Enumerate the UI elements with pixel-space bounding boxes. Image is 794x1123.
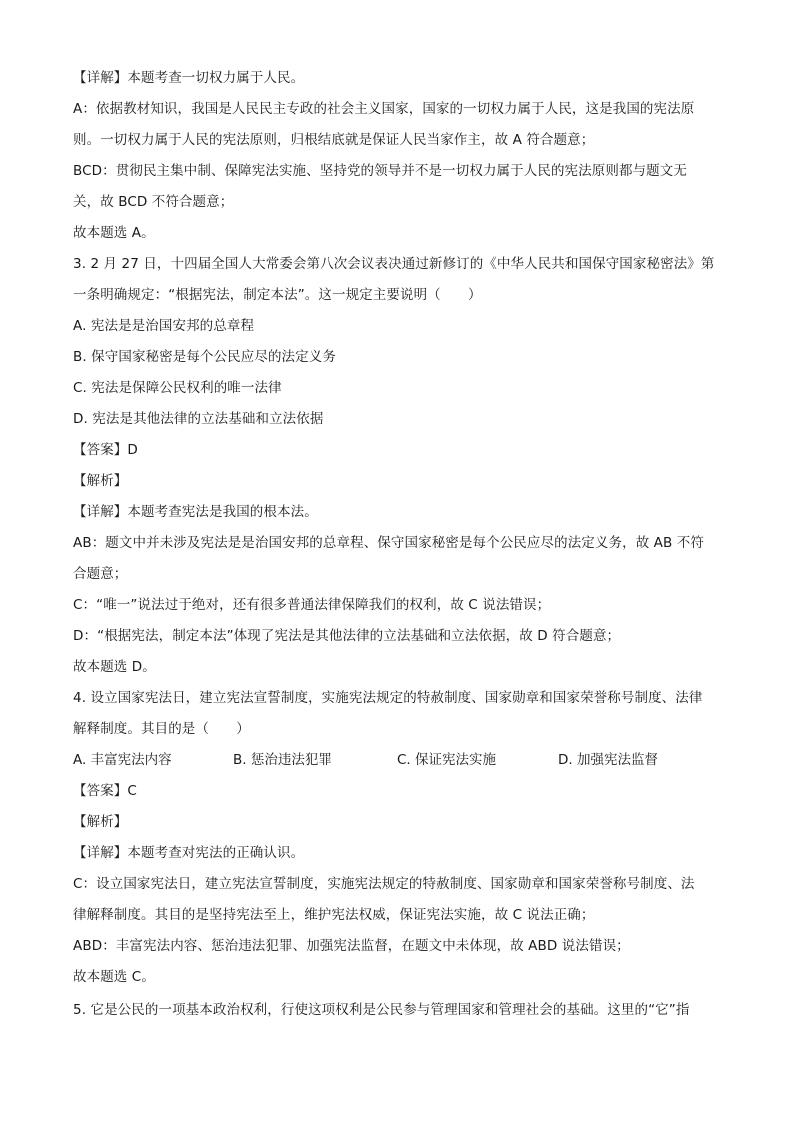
text-line: 【详解】本题考查一切权力属于人民。: [73, 70, 305, 86]
option-b: B. 保守国家秘密是每个公民应尽的法定义务: [73, 349, 336, 365]
q4-option-d: D. 加强宪法监督: [558, 752, 658, 768]
option-c: C. 宪法是保障公民权利的唯一法律: [73, 380, 282, 396]
q4-option-a: A. 丰富宪法内容: [73, 752, 172, 768]
question-5-stem: 5. 它是公民的一项基本政治权利，行使这项权利是公民参与管理国家和管理社会的基础。这里的“它”指: [73, 1002, 690, 1018]
text-line: 故本题选 D。: [73, 659, 156, 675]
text-line: 【详解】本题考查对宪法的正确认识。: [73, 845, 305, 861]
q4-option-b: B. 惩治违法犯罪: [233, 752, 332, 768]
text-line: 合题意；: [73, 566, 128, 582]
text-line: 律解释制度。其目的是坚持宪法至上，维护宪法权威，保证宪法实施，故 C 说法正确；: [73, 907, 595, 923]
question-3-stem: 3. 2 月 27 日，十四届全国人大常委会第八次会议表决通过新修订的《中华人民共和国保守国家秘密法》第: [73, 256, 715, 272]
option-a: A. 宪法是是治国安邦的总章程: [73, 318, 255, 334]
text-line: 关，故 BCD 不符合题意；: [73, 194, 234, 210]
text-line: AB：题文中并未涉及宪法是是治国安邦的总章程、保守国家秘密是每个公民应尽的法定义务，故 AB 不符: [73, 535, 704, 551]
text-line: D：“根据宪法，制定本法”体现了宪法是其他法律的立法基础和立法依据，故 D 符合题意；: [73, 628, 621, 644]
text-line: C：设立国家宪法日，建立宪法宣誓制度，实施宪法规定的特赦制度、国家勋章和国家荣誉称号制度、法: [73, 876, 695, 892]
text-line: 则。一切权力属于人民的宪法原则，归根结底就是保证人民当家作主，故 A 符合题意；: [73, 132, 595, 148]
analysis-label: 【解析】: [73, 814, 128, 830]
text-line: BCD：贯彻民主集中制、保障宪法实施、坚持党的领导并不是一切权力属于人民的宪法原则都与题文无: [73, 163, 687, 179]
text-line: 故本题选 C。: [73, 969, 155, 985]
question-4-stem: 解释制度。其目的是（ ）: [73, 721, 250, 737]
analysis-label: 【解析】: [73, 473, 128, 489]
text-line: C：“唯一”说法过于绝对，还有很多普通法律保障我们的权利，故 C 说法错误；: [73, 597, 551, 613]
option-d: D. 宪法是其他法律的立法基础和立法依据: [73, 411, 324, 427]
answer-label: 【答案】C: [73, 783, 137, 799]
q4-option-c: C. 保证宪法实施: [397, 752, 497, 768]
text-line: ABD：丰富宪法内容、惩治违法犯罪、加强宪法监督，在题文中未体现，故 ABD 说法错误；: [73, 938, 630, 954]
text-line: A：依据教材知识，我国是人民民主专政的社会主义国家，国家的一切权力属于人民，这是我国的宪法原: [73, 101, 695, 117]
answer-label: 【答案】D: [73, 442, 138, 458]
question-4-stem: 4. 设立国家宪法日，建立宪法宣誓制度，实施宪法规定的特赦制度、国家勋章和国家荣誉称号制度、法律: [73, 690, 703, 706]
text-line: 故本题选 A。: [73, 225, 155, 241]
text-line: 【详解】本题考查宪法是我国的根本法。: [73, 504, 318, 520]
question-3-stem: 一条明确规定：“根据宪法，制定本法”。这一规定主要说明（ ）: [73, 287, 482, 303]
